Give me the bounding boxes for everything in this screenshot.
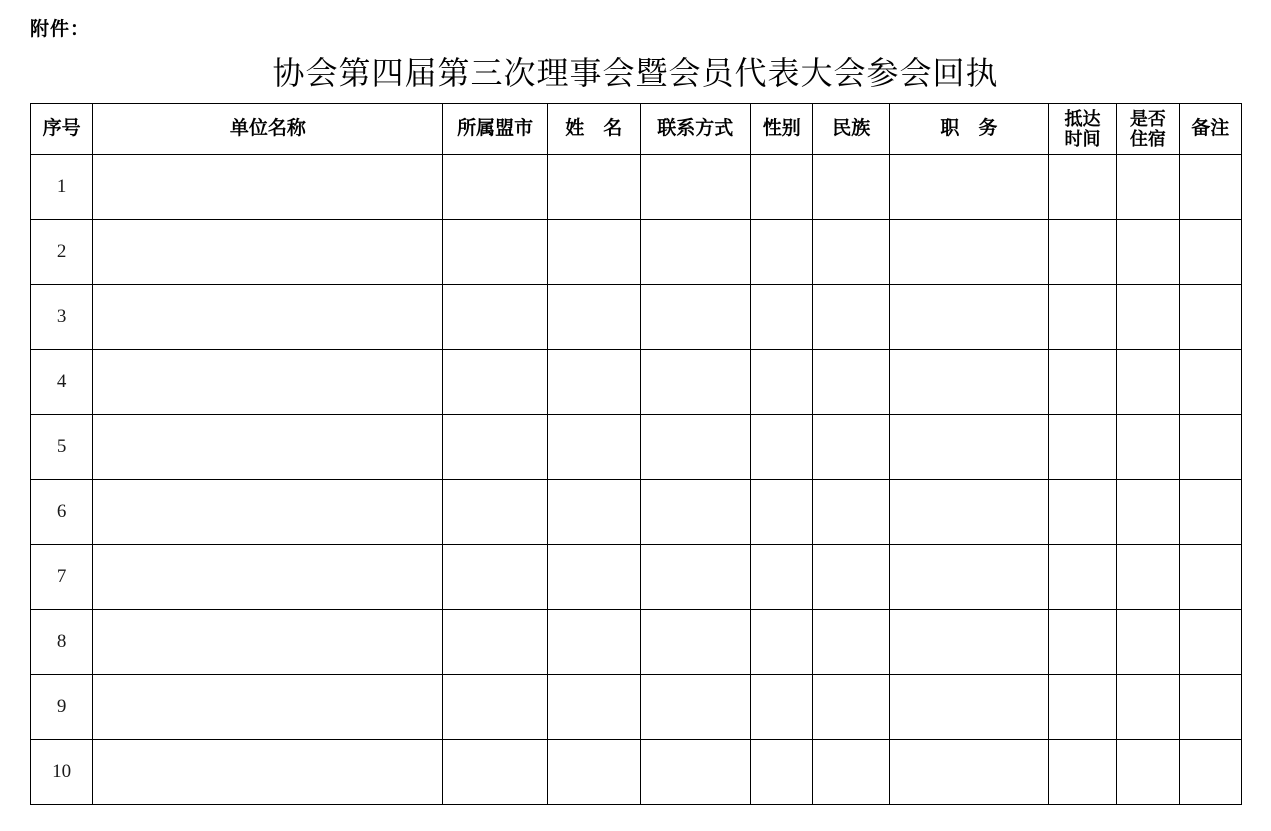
column-header-lodging-line2: 住宿 — [1129, 129, 1166, 149]
cell-index: 2 — [31, 220, 93, 285]
cell-gender[interactable] — [751, 480, 813, 545]
cell-lodging[interactable] — [1117, 740, 1179, 805]
cell-remark[interactable] — [1179, 545, 1241, 610]
cell-lodging[interactable] — [1117, 480, 1179, 545]
column-header-gender: 性别 — [751, 104, 813, 155]
cell-index: 1 — [31, 155, 93, 220]
cell-lodging[interactable] — [1117, 220, 1179, 285]
cell-arrival-time[interactable] — [1048, 610, 1116, 675]
cell-unit-name[interactable] — [93, 220, 443, 285]
column-header-lodging — [1117, 104, 1179, 155]
cell-position[interactable] — [889, 545, 1048, 610]
cell-ethnicity[interactable] — [813, 480, 889, 545]
column-header-arrival-time — [1048, 104, 1116, 155]
cell-remark[interactable] — [1179, 675, 1241, 740]
cell-remark[interactable] — [1179, 480, 1241, 545]
cell-position[interactable] — [889, 415, 1048, 480]
cell-unit-name[interactable] — [93, 350, 443, 415]
cell-arrival-time[interactable] — [1048, 675, 1116, 740]
cell-ethnicity[interactable] — [813, 610, 889, 675]
cell-city[interactable] — [443, 415, 548, 480]
cell-gender[interactable] — [751, 545, 813, 610]
cell-arrival-time[interactable] — [1048, 155, 1116, 220]
cell-index: 6 — [31, 480, 93, 545]
cell-lodging[interactable] — [1117, 155, 1179, 220]
cell-lodging[interactable] — [1117, 350, 1179, 415]
cell-ethnicity[interactable] — [813, 155, 889, 220]
cell-remark[interactable] — [1179, 610, 1241, 675]
cell-contact[interactable] — [640, 740, 751, 805]
table-row — [31, 545, 1242, 610]
table-row — [31, 220, 1242, 285]
cell-gender[interactable] — [751, 675, 813, 740]
cell-contact[interactable] — [640, 610, 751, 675]
cell-name[interactable] — [547, 155, 640, 220]
cell-position[interactable] — [889, 285, 1048, 350]
cell-city[interactable] — [443, 285, 548, 350]
cell-unit-name[interactable] — [93, 740, 443, 805]
receipt-table-container — [30, 103, 1242, 805]
receipt-table — [30, 103, 1242, 805]
cell-lodging[interactable] — [1117, 285, 1179, 350]
cell-unit-name[interactable] — [93, 480, 443, 545]
cell-contact[interactable] — [640, 480, 751, 545]
cell-position[interactable] — [889, 610, 1048, 675]
cell-remark[interactable] — [1179, 285, 1241, 350]
cell-city[interactable] — [443, 545, 548, 610]
column-header-index: 序号 — [31, 104, 93, 155]
table-body — [31, 155, 1242, 805]
cell-city[interactable] — [443, 610, 548, 675]
cell-remark[interactable] — [1179, 155, 1241, 220]
cell-name[interactable] — [547, 545, 640, 610]
cell-ethnicity[interactable] — [813, 740, 889, 805]
cell-name[interactable] — [547, 220, 640, 285]
cell-ethnicity[interactable] — [813, 675, 889, 740]
cell-contact[interactable] — [640, 155, 751, 220]
cell-unit-name[interactable] — [93, 545, 443, 610]
cell-lodging[interactable] — [1117, 610, 1179, 675]
column-header-contact: 联系方式 — [640, 104, 751, 155]
cell-unit-name[interactable] — [93, 610, 443, 675]
cell-city[interactable] — [443, 480, 548, 545]
table-header — [31, 104, 1242, 155]
cell-position[interactable] — [889, 675, 1048, 740]
cell-index: 5 — [31, 415, 93, 480]
cell-gender[interactable] — [751, 285, 813, 350]
cell-arrival-time[interactable] — [1048, 545, 1116, 610]
cell-gender[interactable] — [751, 610, 813, 675]
table-row — [31, 415, 1242, 480]
cell-position[interactable] — [889, 350, 1048, 415]
cell-gender[interactable] — [751, 155, 813, 220]
page-title: 协会第四届第三次理事会暨会员代表大会参会回执 — [272, 55, 999, 91]
cell-ethnicity[interactable] — [813, 545, 889, 610]
cell-arrival-time[interactable] — [1048, 220, 1116, 285]
table-row — [31, 480, 1242, 545]
cell-arrival-time[interactable] — [1048, 350, 1116, 415]
cell-city[interactable] — [443, 675, 548, 740]
attachment-label: 附件： — [30, 19, 91, 40]
cell-city[interactable] — [443, 740, 548, 805]
cell-remark[interactable] — [1179, 415, 1241, 480]
table-row — [31, 285, 1242, 350]
cell-contact[interactable] — [640, 285, 751, 350]
cell-remark[interactable] — [1179, 740, 1241, 805]
cell-name[interactable] — [547, 610, 640, 675]
cell-arrival-time[interactable] — [1048, 415, 1116, 480]
cell-position[interactable] — [889, 740, 1048, 805]
cell-lodging[interactable] — [1117, 675, 1179, 740]
column-header-unit-name: 单位名称 — [93, 104, 443, 155]
cell-remark[interactable] — [1179, 350, 1241, 415]
cell-index: 7 — [31, 545, 93, 610]
cell-arrival-time[interactable] — [1048, 285, 1116, 350]
cell-city[interactable] — [443, 220, 548, 285]
cell-position[interactable] — [889, 220, 1048, 285]
cell-name[interactable] — [547, 675, 640, 740]
cell-index: 8 — [31, 610, 93, 675]
cell-ethnicity[interactable] — [813, 285, 889, 350]
table-row — [31, 155, 1242, 220]
cell-index: 10 — [31, 740, 93, 805]
column-header-arrival-time-line1: 抵达 — [1064, 108, 1101, 129]
cell-ethnicity[interactable] — [813, 220, 889, 285]
cell-arrival-time[interactable] — [1048, 480, 1116, 545]
cell-contact[interactable] — [640, 350, 751, 415]
cell-contact[interactable] — [640, 220, 751, 285]
column-header-lodging-line1: 是否 — [1129, 108, 1166, 129]
column-header-position: 职 务 — [889, 104, 1048, 155]
column-header-city: 所属盟市 — [443, 104, 548, 155]
cell-unit-name[interactable] — [93, 285, 443, 350]
cell-gender[interactable] — [751, 740, 813, 805]
cell-position[interactable] — [889, 155, 1048, 220]
cell-gender[interactable] — [751, 220, 813, 285]
cell-arrival-time[interactable] — [1048, 740, 1116, 805]
cell-gender[interactable] — [751, 350, 813, 415]
cell-city[interactable] — [443, 155, 548, 220]
cell-position[interactable] — [889, 480, 1048, 545]
header-row — [31, 104, 1242, 155]
cell-contact[interactable] — [640, 545, 751, 610]
cell-ethnicity[interactable] — [813, 350, 889, 415]
cell-ethnicity[interactable] — [813, 415, 889, 480]
cell-name[interactable] — [547, 480, 640, 545]
cell-name[interactable] — [547, 285, 640, 350]
cell-city[interactable] — [443, 350, 548, 415]
cell-remark[interactable] — [1179, 220, 1241, 285]
table-row — [31, 740, 1242, 805]
cell-unit-name[interactable] — [93, 675, 443, 740]
table-row — [31, 610, 1242, 675]
cell-unit-name[interactable] — [93, 415, 443, 480]
cell-name[interactable] — [547, 350, 640, 415]
table-row — [31, 675, 1242, 740]
cell-name[interactable] — [547, 740, 640, 805]
cell-unit-name[interactable] — [93, 155, 443, 220]
cell-lodging[interactable] — [1117, 415, 1179, 480]
column-header-remark: 备注 — [1179, 104, 1241, 155]
table-row — [31, 350, 1242, 415]
column-header-arrival-time-line2: 时间 — [1064, 129, 1101, 149]
cell-lodging[interactable] — [1117, 545, 1179, 610]
cell-name[interactable] — [547, 415, 640, 480]
cell-index: 9 — [31, 675, 93, 740]
column-header-name: 姓 名 — [547, 104, 640, 155]
cell-index: 4 — [31, 350, 93, 415]
cell-index: 3 — [31, 285, 93, 350]
cell-gender[interactable] — [751, 415, 813, 480]
column-header-ethnicity: 民族 — [813, 104, 889, 155]
cell-contact[interactable] — [640, 415, 751, 480]
cell-contact[interactable] — [640, 675, 751, 740]
